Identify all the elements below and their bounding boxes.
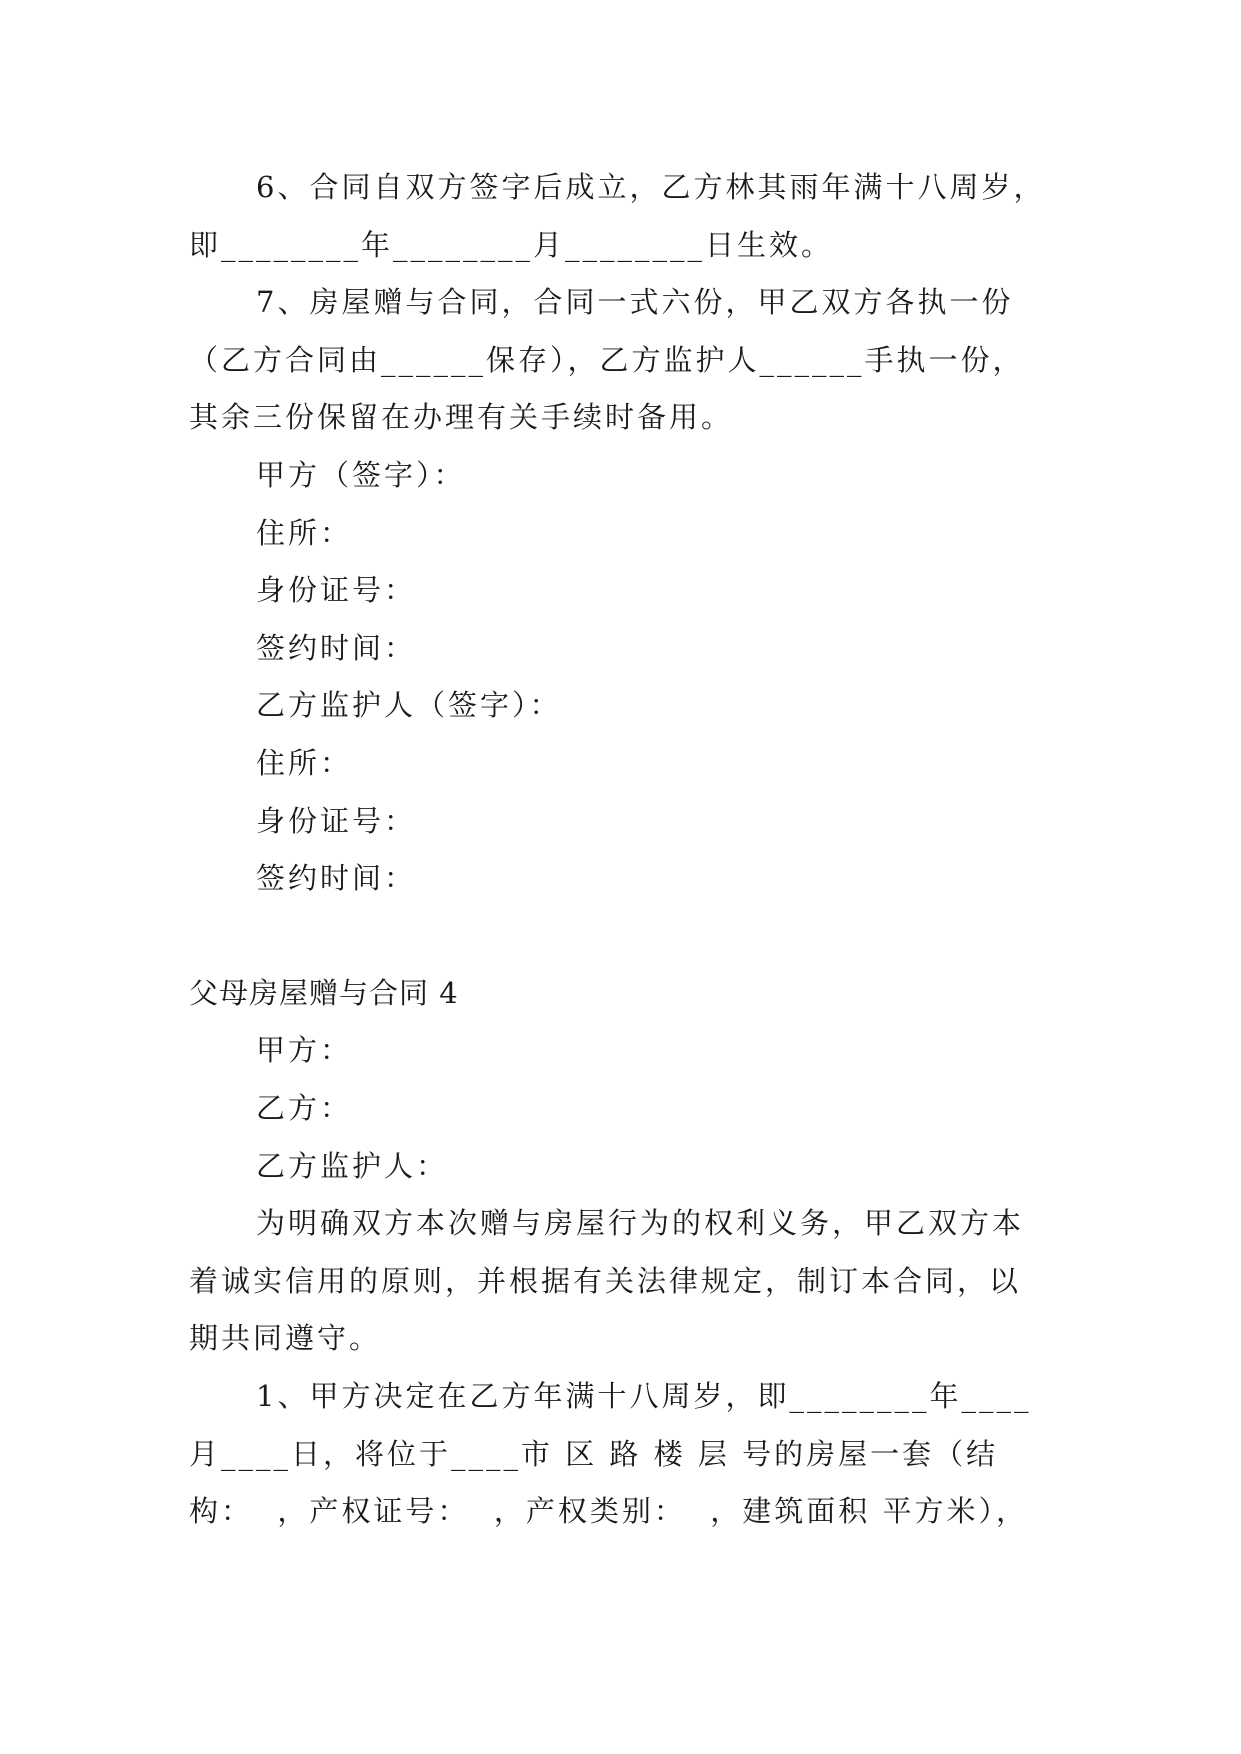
party-a-label: 甲方： xyxy=(256,1033,353,1067)
guardian-address-label: 住所： xyxy=(256,746,353,780)
party-a-date-label: 签约时间： xyxy=(256,631,417,665)
preamble-line-3: 期共同遵守。 xyxy=(189,1321,382,1355)
clause-1-line-1: 1、甲方决定在乙方年满十八周岁，即________年____ xyxy=(256,1379,1032,1413)
preamble-line-1: 为明确双方本次赠与房屋行为的权利义务，甲乙双方本 xyxy=(256,1206,1025,1240)
guardian-id-label: 身份证号： xyxy=(256,804,417,838)
party-b-label: 乙方： xyxy=(256,1091,353,1125)
clause-7-line-1: 7、房屋赠与合同，合同一式六份，甲乙双方各执一份 xyxy=(256,285,1014,319)
party-a-address-label: 住所： xyxy=(256,516,353,550)
section-title: 父母房屋赠与合同 4 xyxy=(189,976,459,1010)
clause-7-line-2: （乙方合同由______保存），乙方监护人______手执一份， xyxy=(189,343,1025,377)
guardian-signature-label: 乙方监护人（签字）： xyxy=(256,688,562,722)
party-a-signature-label: 甲方（签字）： xyxy=(256,458,466,492)
clause-6-line-1: 6、合同自双方签字后成立，乙方林其雨年满十八周岁， xyxy=(256,170,1046,204)
party-b-guardian-label: 乙方监护人： xyxy=(256,1149,449,1183)
guardian-date-label: 签约时间： xyxy=(256,861,417,895)
clause-6-line-2: 即________年________月________日生效。 xyxy=(189,228,834,262)
party-a-id-label: 身份证号： xyxy=(256,573,417,607)
clause-7-line-3: 其余三份保留在办理有关手续时备用。 xyxy=(189,400,734,434)
preamble-line-2: 着诚实信用的原则，并根据有关法律规定，制订本合同，以 xyxy=(189,1264,1022,1298)
clause-1-line-2: 月____日，将位于____市 区 路 楼 层 号的房屋一套（结 xyxy=(189,1437,999,1471)
clause-1-line-3: 构： ，产权证号： ，产权类别： ，建筑面积 平方米）， xyxy=(189,1494,1029,1528)
